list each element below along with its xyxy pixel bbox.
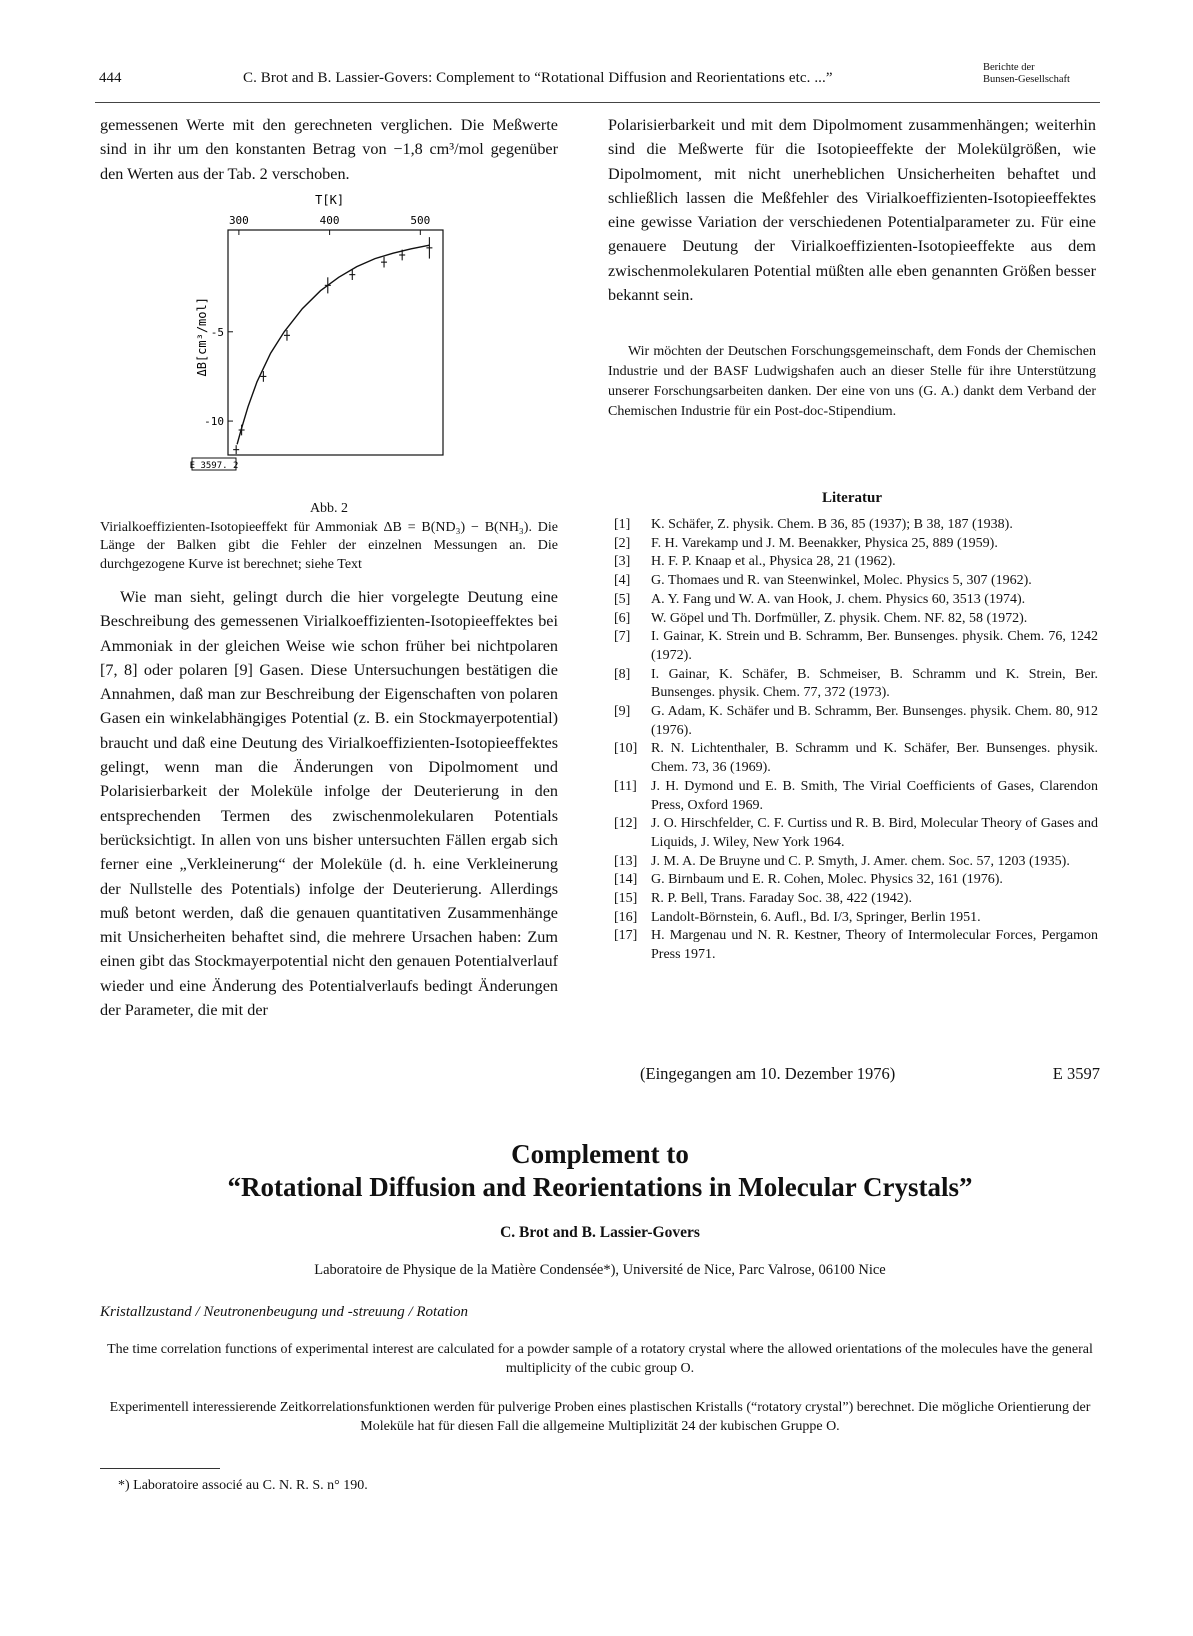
reference-number: [16] [614, 909, 638, 925]
reference-item [608, 815, 1098, 852]
figure-label: Abb. 2 [309, 501, 349, 516]
reference-number: [13] [614, 853, 638, 869]
reference-number: [7] [614, 629, 631, 645]
reference-text: H. Margenau und N. R. Kestner, Theory of Intermolecular Forces, Pergamon Press 1971. [651, 928, 1098, 963]
reference-text: G. Adam, K. Schäfer und B. Schramm, Ber. Bunsenges. physik. Chem. 80, 912 (1976). [651, 704, 1098, 738]
paragraph: Wie man sieht, gelingt durch die hier vorgelegte Deutung eine Beschreibung des gemessenen Virialkoeffizienten-Isotopieeffektes bei Ammoniak in der gleichen Weise wie schon früher bei nichtpolaren [7, 8] oder polaren [9] Gasen. Diese Untersuchungen bestätigen die Annahmen, daß man zur Beschreibung der Eigenschaften von polaren Gasen ein winkelabhängiges Potential (z. B. ein Stockmayerpotential) braucht und daß eine Deutung des Virialkoeffizienten-Isotopieeffektes gelingt, wenn man die Änderungen von Dipolmoment und Polarisierbarkeit der Moleküle infolge der Deuterierung in den entsprechenden Termen des zwischenmolekularen Potentials berücksichtigt. In allen von uns bisher untersuchten Fällen ergab sich ferner eine „Verkleinerung“ der Moleküle (d. h. eine Verkleinerung der Nullstelle des Potentials) infolge der Deuterierung. Allerdings muß betont werden, daß die genauen quantitativen Zusammenhänge mit Unsicherheiten behaftet sind, die mehrere Ursachen haben: Zum einen gibt das Stockmayerpotential nicht den genauen Potentialverlauf wieder und eine Änderung des Potentialverlaufs bedingt Änderungen der Parameter, die mit der [100, 588, 558, 1020]
reference-text: A. Y. Fang und W. A. van Hook, J. chem. Physics 60, 3513 (1974). [651, 591, 1026, 607]
figure-caption [100, 500, 558, 574]
paragraph: gemessenen Werte mit den gerechneten verglichen. Die Meßwerte sind in ihr um den konstanten Betrag von −1,8 cm³/mol gegenüber den Werten aus der Tab. 2 verschoben. [100, 116, 558, 183]
x-tick-label: 300 [228, 214, 249, 227]
chart-axes [228, 230, 443, 455]
reference-item [608, 871, 1098, 890]
reference-item [608, 853, 1098, 872]
reference-item [608, 591, 1098, 610]
reference-item [608, 628, 1098, 665]
reference-text: J. M. A. De Bruyne und C. P. Smyth, J. Amer. chem. Soc. 57, 1203 (1935). [651, 853, 1070, 869]
reference-number: [12] [614, 816, 638, 832]
received-date: (Eingegangen am 10. Dezember 1976) [640, 1064, 896, 1083]
reference-item [608, 703, 1098, 740]
article-affiliation: Laboratoire de Physique de la Matière Condensée*), Université de Nice, Parc Valrose, 06100 Nice [314, 1262, 886, 1278]
reference-text: R. N. Lichtenthaler, B. Schramm und K. Schäfer, Ber. Bunsenges. physik. Chem. 73, 36 (1969). [651, 741, 1098, 776]
page-number: 444 [99, 70, 122, 86]
reference-text: W. Göpel und Th. Dorfmüller, Z. physik. Chem. NF. 82, 58 (1972). [651, 610, 1028, 626]
running-header [95, 62, 1100, 102]
y-tick-label: -10 [204, 415, 224, 429]
chart-svg [189, 190, 498, 500]
journal-name [983, 62, 1070, 86]
abstract-german: Experimentell interessierende Zeitkorrelationsfunktionen werden für pulverige Proben eines plastischen Kristalls (“rotatory crystal”) berechnet. Die mögliche Orientierung der Moleküle hat für diesen Fall die allgemeine Multiplizität 24 der kubischen Gruppe O. [109, 1400, 1091, 1434]
running-title: C. Brot and B. Lassier-Govers: Complement to “Rotational Diffusion and Reorientations etc. ...” [243, 70, 833, 86]
reference-text: I. Gainar, K. Schäfer, B. Schmeiser, B. Schramm und K. Strein, Ber. Bunsenges. physik. Chem. 77, 372 (1973). [651, 666, 1098, 701]
left-column-intro [100, 113, 558, 186]
right-column-intro [608, 113, 1096, 307]
journal-name-line1: Berichte der [983, 62, 1035, 73]
reference-text: H. F. P. Knaap et al., Physica 28, 21 (1962). [651, 554, 896, 570]
reference-number: [2] [614, 535, 631, 551]
y-tick-label: -5 [210, 325, 224, 339]
journal-name-line2: Bunsen-Gesellschaft [983, 74, 1070, 85]
acknowledgement-text: Wir möchten der Deutschen Forschungsgemeinschaft, dem Fonds der Chemischen Industrie und der BASF Ludwigshafen auch an dieser Stelle für ihre Unterstützung unserer Forschungsarbeiten danken. Der eine von uns (G. A.) dankt dem Verband der Chemischen Industrie für ein Post-doc-Stipendium. [608, 344, 1096, 419]
x-tick-label: 400 [319, 214, 340, 227]
literature-heading: Literatur [822, 490, 882, 506]
reference-text: K. Schäfer, Z. physik. Chem. B 36, 85 (1937); B 38, 187 (1938). [651, 517, 1013, 532]
figure-code-box [190, 458, 239, 471]
reference-item [608, 927, 1098, 964]
reference-number: [4] [614, 573, 631, 589]
reference-item [608, 778, 1098, 815]
reference-text: F. H. Varekamp und J. M. Beenakker, Physica 25, 889 (1959). [651, 535, 998, 551]
reference-item [608, 553, 1098, 572]
reference-number: [15] [614, 891, 638, 907]
article-keywords: Kristallzustand / Neutronenbeugung und -streuung / Rotation [100, 1304, 469, 1320]
acknowledgement [608, 342, 1096, 422]
paragraph: Polarisierbarkeit und mit dem Dipolmoment zusammenhängen; weiterhin sind die Meßwerte für die Isotopieeffekte der Molekülgrößen, wie Dipolmoment, mit nicht unerheblichen Unsicherheiten behaftet und schließlich lassen die Meßfehler des Virialkoeffizienten-Isotopieeffektes eine gewisse Variation der verschiedenen Potentialparameter zu. Für eine genauere Deutung der Virialkoeffizienten-Isotopieeffekte aus dem zwischenmolekularen Potential müßten alle eben genannten Größen besser bekannt sein. [608, 116, 1096, 305]
reference-text: Landolt-Börnstein, 6. Aufl., Bd. I/3, Springer, Berlin 1951. [651, 909, 981, 925]
reference-item [608, 572, 1098, 591]
reference-list [608, 516, 1098, 965]
reference-text: G. Birnbaum und E. R. Cohen, Molec. Physics 32, 161 (1976). [651, 872, 1003, 888]
x-axis-label: T[K] [315, 193, 345, 207]
manuscript-code: E 3597 [1052, 1064, 1100, 1083]
reference-number: [3] [614, 554, 631, 570]
caption-text: Virialkoeffizienten-Isotopieeffekt für Ammoniak ΔB = B(ND₃) − B(NH₃). Die Länge der Balken gibt die Fehler der einzelnen Messungen an. Die durchgezogene Kurve ist berechnet; siehe Text [100, 519, 558, 572]
reference-number: [1] [614, 517, 631, 532]
reference-number: [14] [614, 872, 638, 888]
measured-points [233, 237, 432, 454]
reference-number: [6] [614, 610, 631, 626]
reference-number: [10] [614, 741, 638, 757]
footnote-rule [100, 1468, 220, 1469]
left-column-body [100, 585, 558, 1022]
reference-item [608, 535, 1098, 554]
reference-number: [17] [614, 928, 638, 944]
reference-number: [5] [614, 591, 631, 607]
chart-ticks [204, 214, 430, 428]
abstract-english: The time correlation functions of experimental interest are calculated for a powder sample of a rotatory crystal where the allowed orientations of the molecules have the general multiplicity of the cubic group O. [107, 1342, 1093, 1376]
article-title-line1: Complement to [511, 1139, 689, 1169]
figure-abb2 [189, 190, 498, 500]
received-line [640, 1064, 1100, 1084]
figure-code: E 3597. 2 [189, 461, 239, 471]
reference-text: J. O. Hirschfelder, C. F. Curtiss und R. B. Bird, Molecular Theory of Gases and Liquids, J. Wiley, New York 1964. [651, 816, 1098, 850]
reference-item [608, 666, 1098, 703]
reference-item [608, 909, 1098, 928]
header-rule [95, 102, 1100, 103]
plot-frame [228, 230, 443, 455]
x-tick-label: 500 [410, 214, 431, 227]
reference-item [608, 740, 1098, 777]
reference-number: [9] [614, 704, 631, 720]
reference-item [608, 890, 1098, 909]
calculated-curve [237, 245, 429, 444]
article-title-line2: “Rotational Diffusion and Reorientations in Molecular Crystals” [227, 1172, 973, 1202]
footnote: *) Laboratoire associé au C. N. R. S. n° 190. [118, 1478, 368, 1493]
reference-text: J. H. Dymond und E. B. Smith, The Virial Coefficients of Gases, Clarendon Press, Oxford 1969. [651, 778, 1098, 813]
reference-number: [11] [614, 778, 637, 794]
reference-item [608, 610, 1098, 629]
reference-item [608, 516, 1098, 535]
reference-text: I. Gainar, K. Strein und B. Schramm, Ber. Bunsenges. physik. Chem. 76, 1242 (1972). [651, 629, 1098, 663]
article-title [100, 1138, 1100, 1204]
reference-number: [8] [614, 666, 631, 682]
reference-text: R. P. Bell, Trans. Faraday Soc. 38, 422 (1942). [651, 891, 912, 907]
y-axis-label: ΔB[cm³/mol] [195, 297, 209, 377]
reference-text: G. Thomaes und R. van Steenwinkel, Molec. Physics 5, 307 (1962). [651, 573, 1032, 589]
article-authors: C. Brot and B. Lassier-Govers [500, 1224, 700, 1241]
